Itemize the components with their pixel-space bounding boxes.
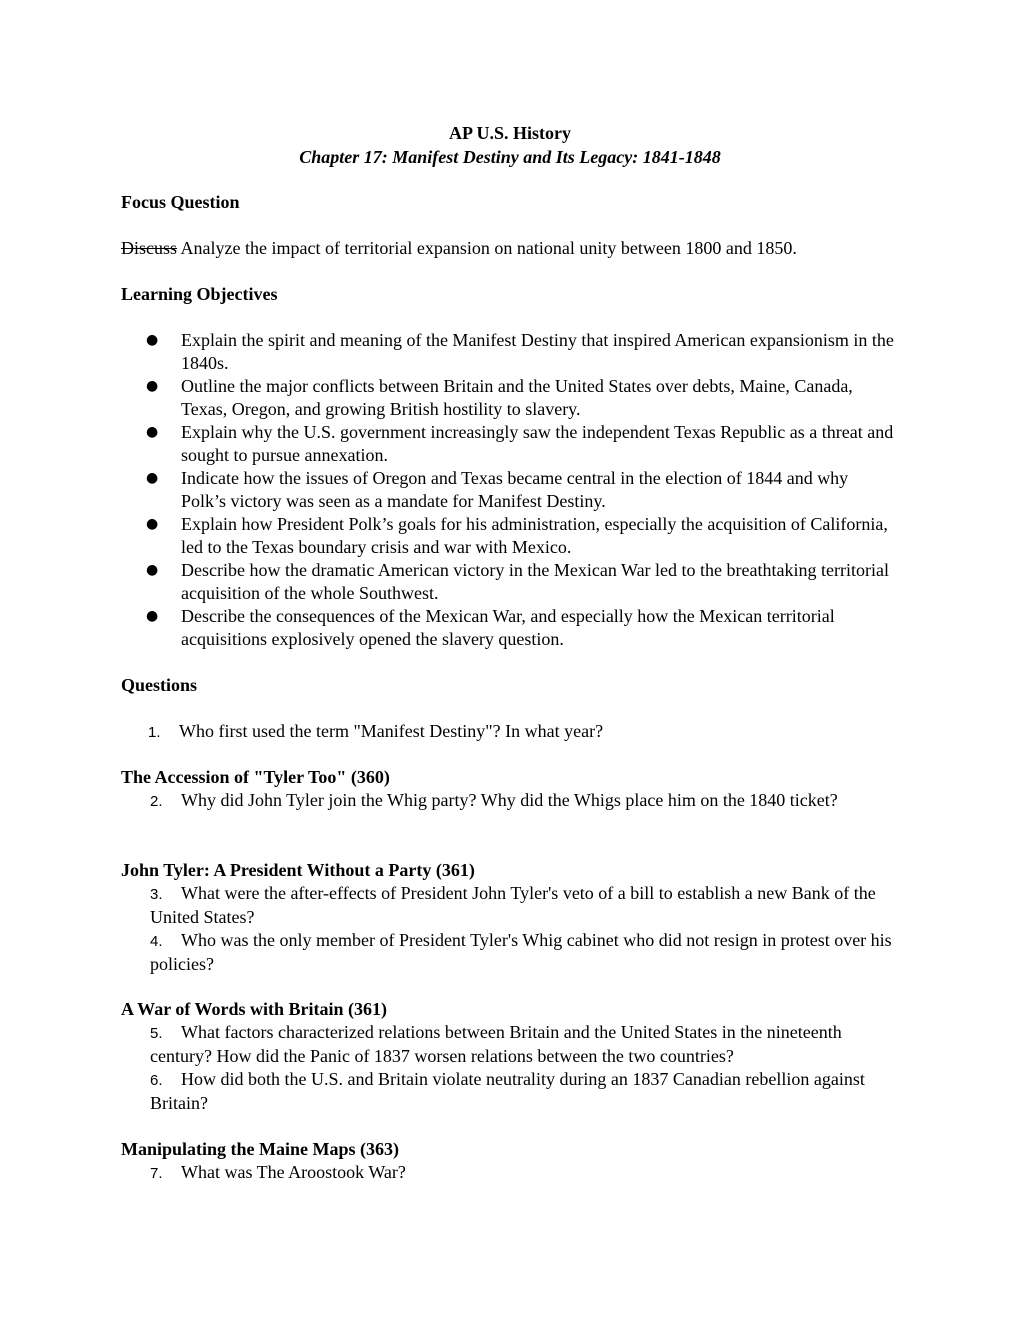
bullet-icon: ● <box>146 470 159 486</box>
chapter-title: Chapter 17: Manifest Destiny and Its Legacy: 1841-1848 <box>299 147 721 167</box>
learning-objectives-list <box>0 329 1020 651</box>
question-item <box>150 882 900 929</box>
question-number: 3. <box>150 886 163 903</box>
question-item <box>150 1021 900 1068</box>
list-item: ● Explain the spirit and meaning of the Manifest Destiny that inspired American expansionism in the 1840s. <box>146 330 894 373</box>
question-number: 1. <box>148 724 161 741</box>
section-tyler-too <box>0 765 1020 813</box>
section-heading: A War of Words with Britain (361) <box>121 999 388 1019</box>
bullet-icon: ● <box>146 424 159 440</box>
bullet-icon: ● <box>146 608 159 624</box>
question-item <box>148 719 603 745</box>
question-item <box>150 789 900 813</box>
list-item: ● Explain how President Polk’s goals for his administration, especially the acquisition of California, led to the Texas boundary crisis and war with Mexico. <box>146 514 888 557</box>
bullet-icon: ● <box>146 562 159 578</box>
list-item: ● Describe how the dramatic American victory in the Mexican War led to the breathtaking territorial acquisition of the whole Southwest. <box>146 560 889 603</box>
question-text: What was The Aroostook War? <box>181 1162 406 1182</box>
section-president-without-party <box>0 858 1020 976</box>
section-war-of-words <box>0 997 1020 1115</box>
questions-heading: Questions <box>121 675 198 695</box>
question-text: Who first used the term "Manifest Destiny"? In what year? <box>179 721 604 741</box>
course-title: AP U.S. History <box>448 123 571 143</box>
question-text: Why did John Tyler join the Whig party? Why did the Whigs place him on the 1840 ticket? <box>181 790 838 810</box>
struck-word: Discuss <box>121 238 178 258</box>
question-text: What were the after-effects of President John Tyler's veto of a bill to establish a new Bank of the United States? <box>150 883 876 927</box>
question-item <box>150 1161 900 1185</box>
question-number: 6. <box>150 1072 163 1089</box>
focus-question-text <box>121 236 797 260</box>
question-number: 4. <box>150 933 163 950</box>
focus-question-heading: Focus Question <box>121 192 240 212</box>
question-item <box>150 929 900 976</box>
bullet-icon: ● <box>146 332 159 348</box>
question-text: What factors characterized relations between Britain and the United States in the nineteenth century? How did the Panic of 1837 worsen relations between the two countries? <box>150 1022 842 1066</box>
section-heading: John Tyler: A President Without a Party (361) <box>121 860 475 880</box>
question-number: 2. <box>150 793 163 810</box>
list-item: ● Indicate how the issues of Oregon and Texas became central in the election of 1844 and why Polk’s victory was seen as a mandate for Manifest Destiny. <box>146 468 849 511</box>
title-block <box>0 121 1020 169</box>
section-heading: Manipulating the Maine Maps (363) <box>121 1139 400 1159</box>
question-text: Who was the only member of President Tyler's Whig cabinet who did not resign in protest over his policies? <box>150 930 892 974</box>
focus-question-body: Analyze the impact of territorial expansion on national unity between 1800 and 1850. <box>177 238 797 258</box>
bullet-icon: ● <box>146 516 159 532</box>
section-maine-maps <box>0 1137 1020 1185</box>
question-number: 7. <box>150 1165 163 1182</box>
question-text: How did both the U.S. and Britain violate neutrality during an 1837 Canadian rebellion against Britain? <box>150 1069 865 1113</box>
question-number: 5. <box>150 1025 163 1042</box>
bullet-icon: ● <box>146 378 159 394</box>
list-item: ● Describe the consequences of the Mexican War, and especially how the Mexican territorial acquisitions explosively opened the slavery question. <box>146 606 835 649</box>
section-heading: The Accession of "Tyler Too" (360) <box>121 767 390 787</box>
list-item: ● Explain why the U.S. government increasingly saw the independent Texas Republic as a threat and sought to pursue annexation. <box>146 422 894 465</box>
question-item <box>150 1068 900 1115</box>
list-item: ● Outline the major conflicts between Britain and the United States over debts, Maine, Canada, Texas, Oregon, and growing British hostility to slavery. <box>146 376 853 419</box>
learning-objectives-heading: Learning Objectives <box>121 284 278 304</box>
